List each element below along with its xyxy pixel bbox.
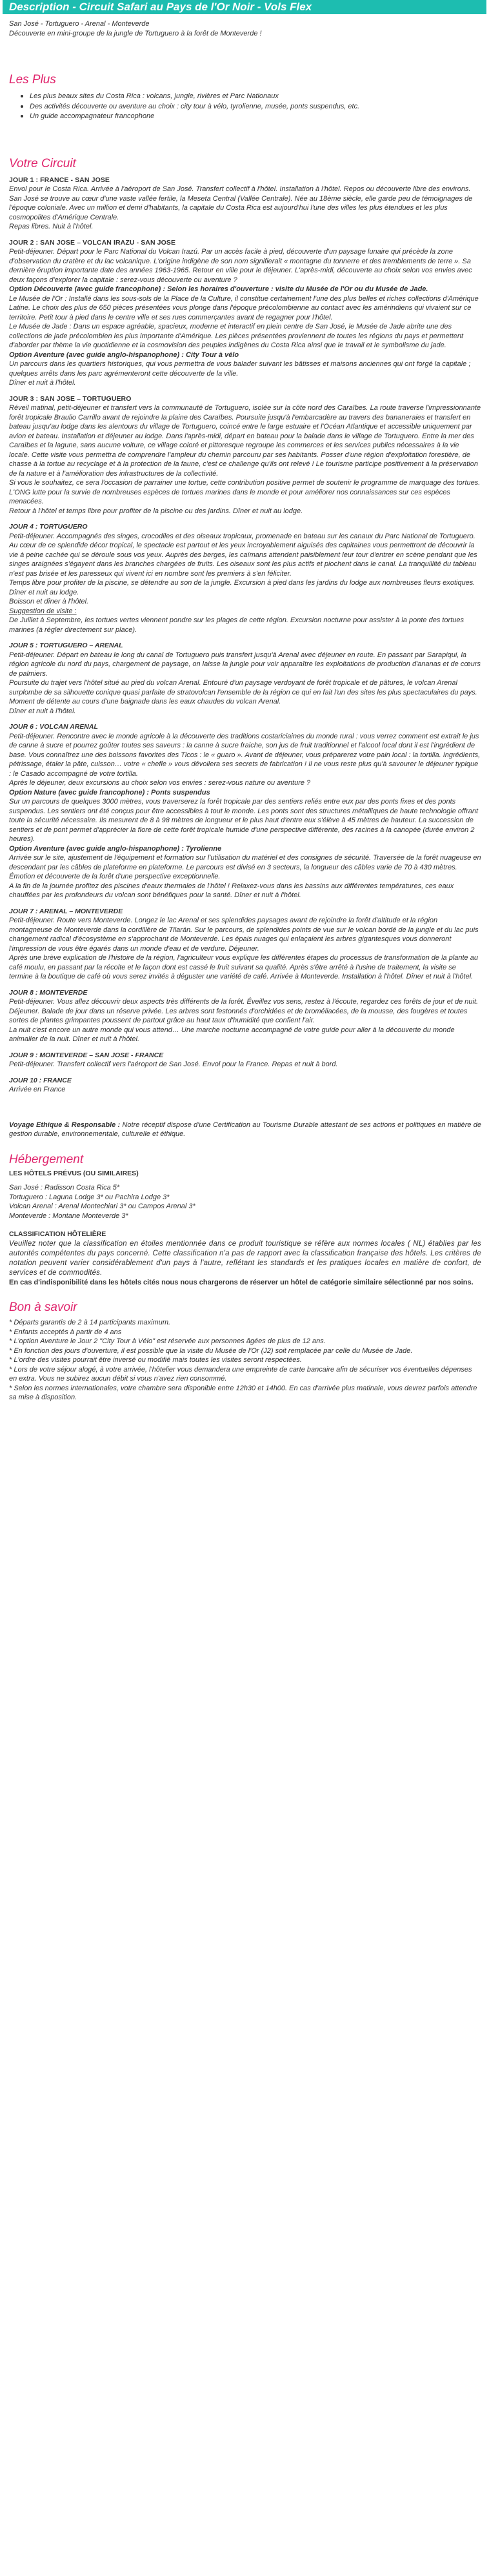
bon-a-savoir-list: [9, 1318, 481, 1403]
day-text: A la fin de la journée profitez des piscines d'eaux thermales de l'hôtel ! Relaxez-vous dans les bassins aux différentes températures, ces eaux chauffées par les profondeurs du volcan sont bénéfiques pour la santé. Dîner et nuit à l'hôtel.: [9, 882, 454, 899]
day-title: JOUR 7 : ARENAL – MONTEVERDE: [9, 907, 123, 915]
day-title: JOUR 1 : FRANCE - SAN JOSE: [9, 176, 110, 184]
voyage-responsable: [9, 1121, 481, 1139]
day-text: Moment de détente au cours d'une baignade dans les eaux chaudes du volcan Arenal.: [9, 698, 281, 705]
hotel-item: Monteverde : Montane Monteverde 3*: [9, 1212, 128, 1220]
day-title: JOUR 10 : FRANCE: [9, 1076, 72, 1084]
day-text: Boisson et dîner à l'hôtel.: [9, 598, 89, 605]
content: [0, 19, 489, 1403]
day-text: Réveil matinal, petit-déjeuner et transfert vers la communauté de Tortuguero, isolée sur la côte nord des Caraïbes. La route traverse l'impressionnante forêt tropicale Braulio Carrillo avant de rejoindre la plaine des Caraïbes. Poursuite jusqu'à l'embarcadère au travers des bananeraies et transfert en bateau jusqu'au lodge dans les alentours du village de Tortuguero, coincé entre le large estuaire et l'Océan Atlantique et accessible uniquement par avion et bateau. Installation et déjeuner au lodge. Dans l'après-midi, départ en bateau pour la balade dans le village de Tortuguero. Entre la mer des Caraïbes et la lagune, sans aucune voiture, ce village coloré et pittoresque regroupe les commerces et les services publics nécessaires à la vie locale. Cette visite vous permettra de comprendre l'ampleur du chemin parcouru par ses habitants. Posser d'une région d'exploitation forestière, de chasse à la tortue au recyclage et à la protection de la faune, c'est ce challenge qu'ils ont relevé ! Le tourisme participe positivement à la préservation de la nature et à l'amélioration des infrastructures de la collectivité.: [9, 404, 481, 478]
day-9: [9, 1051, 481, 1070]
day-title: JOUR 4 : TORTUGUERO: [9, 523, 88, 531]
suggestion-label: Suggestion de visite :: [9, 607, 77, 615]
intro: [9, 19, 481, 38]
option-label: Option Aventure (avec guide anglo-hispanophone) : City Tour à vélo: [9, 350, 239, 359]
voyage-label: Voyage Ethique & Responsable :: [9, 1121, 121, 1129]
day-6: [9, 722, 481, 900]
day-7: [9, 907, 481, 982]
option-label: Option Découverte (avec guide francophone) : Selon les horaires d'ouverture : visite du Musée de l'Or ou du Musée de Jade.: [9, 285, 428, 293]
hotel-item: Tortuguero : Laguna Lodge 3* ou Pachira Lodge 3*: [9, 1193, 170, 1201]
day-title: JOUR 9 : MONTEVERDE – SAN JOSE - FRANCE: [9, 1051, 164, 1059]
hebergement-heading: Hébergement: [9, 1152, 84, 1166]
day-text: Petit-déjeuner. Transfert collectif vers l'aéroport de San José. Envol pour la France. Repas et nuit à bord.: [9, 1060, 338, 1068]
plus-list: [9, 91, 481, 121]
info-item: * Départs garantis de 2 à 14 participants maximum.: [9, 1319, 171, 1326]
day-text: Un parcours dans les quartiers historiques, qui vous permettra de vous balader suivant les bâtisses et maisons anciennes qui ont forgé la capitale ; quelques arrêts dans les parc agrémenteront cette découverte de la ville.: [9, 360, 471, 378]
day-title: JOUR 3 : SAN JOSE – TORTUGUERO: [9, 394, 132, 403]
classification-text: Veuillez noter que la classification en étoiles mentionnée dans ce produit touristique se réfère aux normes locales ( NL) établies par les autorités compétentes du pays concerné. Cette classification n'a pas de rapport avec la classification française des hôtels. Les critères de notation peuvent varier considérablement d'un pays à l'autre, reflétant les standards et les pratiques locales en matière de confort, de services et de commodités.: [9, 1239, 481, 1277]
day-text: Repas libres. Nuit à l'hôtel.: [9, 223, 94, 230]
classification-title: CLASSIFICATION HÔTELIÈRE: [9, 1230, 106, 1238]
day-8: [9, 988, 481, 1044]
voyage-text: Notre réceptif dispose d'une Certification au Tourisme Durable attestant de ses actions et politiques en matière de gestion durable, environnementale, culturelle et éthique.: [9, 1121, 481, 1138]
day-text: Temps libre pour profiter de la piscine, se détendre au son de la jungle. Excursion à pied dans les jardins du lodge aux nombreuses fleurs exotiques. Dîner et nuit au lodge.: [9, 579, 475, 596]
day-text: Petit-déjeuner. Départ pour le Parc National du Volcan Irazú. Par un accès facile à pied, découverte d'un paysage lunaire qui précède la zone d'observation du cratère et du lac volcanique. L'origine indigène de son nom signifierait « montagne du tonnerre et des tremblements de terre ». Sa dernière éruption importante date des années 1963-1965. Retour en ville pour le déjeuner. L'après-midi, découverte au choix selon vos envies avec deux façons d'explorer la capitale : serez-vous découverte ou aventure ?: [9, 248, 472, 284]
day-text: Envol pour le Costa Rica. Arrivée à l'aéroport de San José. Transfert collectif à l'hôtel. Installation à l'hôtel. Repos ou découverte libre des environs.: [9, 185, 471, 193]
page-title: Description - Circuit Safari au Pays de l'Or Noir - Vols Flex: [3, 0, 486, 14]
day-text: Petit-déjeuner. Route vers Monteverde. Longez le lac Arenal et ses splendides paysages avant de rejoindre la forêt d'altitude et la région montagneuse de Monteverde dans la cordillère de Tilarán. Sur le parcours, de splendides points de vue sur le volcan bordé de la jungle et du lac puis changement radical d'écosystème en s'approchant de Monteverde. Les épais nuages qui enlaçaient les arbres gigantesques vous donneront l'impression de vous être égarés dans un monde d'eau et de verdure. Déjeuner.: [9, 917, 479, 953]
info-item: * Enfants acceptés à partir de 4 ans: [9, 1328, 122, 1336]
day-4: [9, 522, 481, 634]
plus-heading: Les Plus: [9, 73, 56, 86]
classification-note: En cas d'indisponibilité dans les hôtels cités nous nous chargerons de réserver un hôtel de catégorie similaire sélectionné par nos soins.: [9, 1278, 474, 1286]
day-text: De Juillet à Septembre, les tortues vertes viennent pondre sur les plages de cette région. Excursion nocturne pour assister à la ponte des tortues marines (à régler directement sur place).: [9, 616, 464, 634]
day-title: JOUR 2 : SAN JOSE – VOLCAN IRAZU - SAN JOSE: [9, 238, 176, 247]
day-title: JOUR 6 : VOLCAN ARENAL: [9, 723, 98, 731]
day-text: San José se trouve au cœur d'une vaste vallée fertile, la Meseta Central (Vallée Centrale). Née au 18ème siècle, elle garde peu de témoignages de l'époque coloniale. Avec un million et demi d'habitants, la capitale du Costa Rica est aujourd'hui l'une des villes les plus étendues et les plus cosmopolites d'Amérique Centrale.: [9, 194, 473, 221]
intro-route: San José - Tortuguero - Arenal - Monteverde: [9, 20, 150, 28]
intro-tagline: Découverte en mini-groupe de la jungle de Tortuguero à la forêt de Monteverde !: [9, 29, 262, 37]
circuit-heading: Votre Circuit: [9, 156, 76, 170]
day-text: Sur un parcours de quelques 3000 mètres, vous traverserez la forêt tropicale par des sentiers reliés entre eux par des ponts fixes et des ponts suspendus. Les sentiers ont été conçus pour être accessibles à tout le monde. Les ponts sont des structures métalliques de haute technologie offrant toute la sécurité nécessaire. Ils mesurent de 8 à 98 mètres de longueur et le plus haut d'entre eux s'élève à 45 mètres de hauteur. La succession de sentiers et de pont permet d'apprécier la flore de cette forêt tropicale humide d'une perspective différente, des racines à la canopée (durée environ 2 heures).: [9, 798, 479, 843]
hotel-item: San José : Radisson Costa Rica 5*: [9, 1184, 120, 1192]
bon-a-savoir-heading: Bon à savoir: [9, 1301, 77, 1314]
day-text: Petit-déjeuner. Accompagnés des singes, crocodiles et des oiseaux tropicaux, promenade en bateau sur les canaux du Parc National de Tortuguero. Au cœur de ce splendide décor tropical, le spectacle est partout et les yeux incroyablement aiguisés des capitaines vous permettront de découvrir la vie à peine cachée qui se déroule sous vos yeux. Auprès des berges, les caïmans attendent paisiblement leur tour d'entrer en scène pendant que les singes araignées s'égayent dans les branches chargées de fruits. Les oiseaux sont les plus actifs et piochent dans le canal. La tranquillité du tableau n'est pas brisée et les paresseux qui vivent ici en nombre sont les premiers à s'en féliciter.: [9, 532, 477, 578]
option-label: Option Nature (avec guide francophone) : Ponts suspendus: [9, 788, 210, 796]
info-item: * Lors de votre séjour alogé, à votre arrivée, l'hôtelier vous demandera une empreinte de carte bancaire afin de sécuriser vos éventuelles dépenses en extra. Vous ne subirez aucun débit si vous n'avez rien consommé.: [9, 1365, 472, 1383]
day-text: Après une brève explication de l'histoire de la région, l'agriculteur vous explique les différentes étapes du processus de transformation de la plante au café moulu, en passant par la récolte et le façon dont est cassé le fruit suivant sa qualité. Après s'être arrêté à l'usine de traitement, la visite se termine à la boutique de café où vous serez invités à déguster une variété de café. Arrivée à Monteverde. Installation à l'hôtel. Dîner et nuit à l'hôtel.: [9, 954, 478, 980]
day-text: La nuit c'est encore un autre monde qui vous attend… Une marche nocturne accompagné de votre guide pour aller à la découverte du monde animalier de la nuit. Dîner et nuit à l'hôtel.: [9, 1026, 455, 1043]
info-item: * L'ordre des visites pourrait être inversé ou modifié mais toutes les visites seront respectées.: [9, 1356, 302, 1364]
plus-item: • Les plus beaux sites du Costa Rica : volcans, jungle, rivières et Parc Nationaux: [30, 91, 481, 101]
day-text: Arrivée en France: [9, 1086, 66, 1093]
day-text: Arrivée sur le site, ajustement de l'équipement et formation sur l'utilisation du matériel et des consignes de sécurité. Traversée de la forêt nuageuse en descendant par les câbles de plateforme en plateforme. Le parcours est divisé en 3 secteurs, la longueur des câbles varie de 70 à 430 mètres. Émotion et découverte de la forêt d'une perspective exceptionnelle.: [9, 854, 481, 880]
day-10: [9, 1076, 481, 1095]
hotel-list: [9, 1183, 481, 1221]
day-title: JOUR 8 : MONTEVERDE: [9, 988, 88, 997]
hotel-item: Volcan Arenal : Arenal Montechiari 3* ou Campos Arenal 3*: [9, 1202, 195, 1210]
day-text: Si vous le souhaitez, ce sera l'occasion de parrainer une tortue, cette contribution positive permet de soutenir le programme de marquage des tortues. L'ONG lutte pour la survie de nombreuses espèces de tortues marines dans le monde et pour améliorer nos connaissances sur ces espèces menacées.: [9, 479, 481, 505]
info-item: * En fonction des jours d'ouverture, il est possible que la visite du Musée de l'Or (J2) soit remplacée par celle du Musée de Jade.: [9, 1346, 413, 1355]
info-item: * L'option Aventure le Jour 2 "City Tour à Vélo" est réservée aux personnes âgées de plus de 12 ans.: [9, 1337, 326, 1345]
plus-item: • Des activités découverte ou aventure au choix : city tour à vélo, tyrolienne, musée, ponts suspendus, etc.: [30, 101, 481, 112]
option-label: Option Aventure (avec guide anglo-hispanophone) : Tyrolienne: [9, 844, 222, 853]
day-text: Le Musée de Jade : Dans un espace agréable, spacieux, moderne et interactif en plein centre de San José, le Musée de Jade abrite une des collections de jade précolombien les plus importante d'Amérique. Les pièces présentées proviennent de toutes les régions du pays et permettent d'aborder par thème la vie quotidienne et la cosmovision des peuples indigènes du Costa Rica ainsi que le travail et le symbolisme du jade.: [9, 323, 464, 349]
day-1: [9, 176, 481, 232]
hotels-subtitle: LES HÔTELS PRÉVUS (OU SIMILAIRES): [9, 1169, 139, 1177]
day-text: Petit-déjeuner. Rencontre avec le monde agricole à la découverte des traditions costariciaines du monde rural : vous verrez comment est extrait le jus de canne à sucre et pourrez goûter toutes ses saveurs : la canne à sucre fraiche, son jus de fruit traditionnel et l'alcool local dont il est l'ingrédient de base. Vous connaîtrez une des boissons favorites des Ticos : le « guaro ». Avant de déjeuner, vous préparerez votre pain local : la tortilla. Ingrédients, pétrissage, étaler la pâte, cuisson… votre « chefle » vous dévoilera ses secrets de fabrication ! Il ne vous reste plus qu'à savourer le déjeuner typique : le Casado accompagné de votre tortilla.: [9, 732, 481, 778]
day-2: [9, 238, 481, 388]
day-text: Dîner et nuit à l'hôtel.: [9, 379, 76, 387]
day-text: Retour à l'hôtel et temps libre pour profiter de la piscine ou des jardins. Dîner et nuit au lodge.: [9, 507, 303, 515]
day-text: Petit-déjeuner. Départ en bateau le long du canal de Tortuguero puis transfert jusqu'à Arenal avec déjeuner en route. En passant par Sarapiqui, la région agricole du nord du pays, chargement de paysage, on laisse la jungle pour voir apparaître les exploitations de production d'ananas et de cœurs de palmiers.: [9, 651, 481, 678]
day-title: JOUR 5 : TORTUGUERO – ARENAL: [9, 642, 123, 649]
plus-item: • Un guide accompagnateur francophone: [30, 111, 481, 121]
day-5: [9, 641, 481, 716]
day-text: Après le déjeuner, deux excursions au choix selon vos envies : serez-vous nature ou aventure ?: [9, 779, 311, 787]
day-text: Petit-déjeuner. Vous allez découvrir deux aspects très différents de la forêt. Éveillez vos sens, restez à l'écoute, regardez ces forêts de jour et de nuit. Déjeuner. Balade de jour dans un réserve privée. Les arbres sont festonnés d'orchidées et de broméliacées, de la mousse, des fougères et toutes sortes de plantes grimpantes poussent de partout grâce au haut taux d'humidité que confient l'air.: [9, 998, 479, 1024]
day-3: [9, 394, 481, 516]
day-text: Poursuite du trajet vers l'hôtel situé au pied du volcan Arenal. Entouré d'un paysage verdoyant de forêt tropicale et de pâtures, le volcan Arenal surplombe de sa silhouette conique quasi parfaite de stratovolcan l'ensemble de la région ce qui en fait l'un des sites les plus spectaculaires du pays.: [9, 679, 477, 696]
day-text: Dîner et nuit à l'hôtel.: [9, 707, 76, 715]
day-text: Le Musée de l'Or : Installé dans les sous-sols de la Place de la Culture, il constitue certainement l'une des plus belles et riches collections d'Amérique Latine. Le choix des plus de 650 pièces présentées vous plonge dans l'époque précolombienne au contact avec les amérindiens qui vivaient sur ce territoire. Petit tour à pied dans le centre ville et ses rues commerçantes avant de regagner pour l'hôtel.: [9, 294, 479, 321]
info-item: * Selon les normes internationales, votre chambre sera disponible entre 12h30 et 14h00. En cas d'arrivée plus matinale, vous devrez parfois attendre sa mise à disposition.: [9, 1384, 477, 1401]
